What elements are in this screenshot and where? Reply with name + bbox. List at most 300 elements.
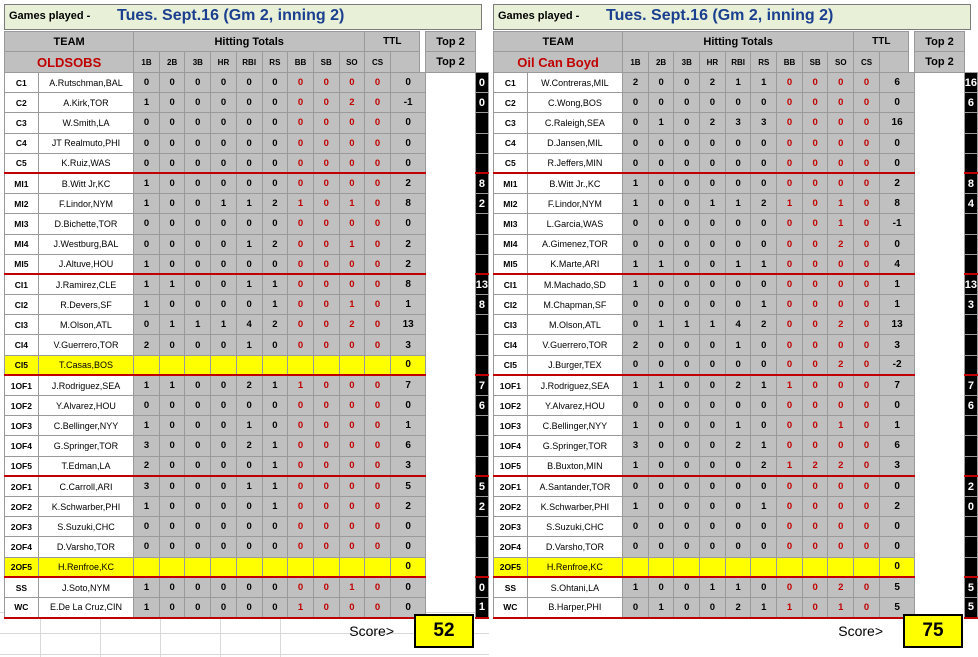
stat-hr [211,557,237,577]
player-row[interactable] [494,153,978,173]
stat-so: 0 [828,375,854,395]
player-name: R.Devers,SF [38,295,133,315]
stat-sb: 2 [802,456,828,476]
player-row[interactable] [494,355,978,375]
player-name: K.Marte,ARI [527,254,622,274]
spacer-cell [915,577,964,597]
title-bar [493,4,971,30]
player-row[interactable] [494,194,978,214]
player-row[interactable] [5,113,489,133]
stat-hr: 1 [211,315,237,335]
stat-bb: 0 [777,416,803,436]
col-header-2b: 2B [648,52,674,73]
top2-value: 2 [475,194,488,214]
player-row[interactable] [5,335,489,355]
player-row[interactable] [5,254,489,274]
stat-rs: 0 [751,517,777,537]
player-row[interactable] [494,557,978,577]
stat-2b [159,557,185,577]
stat-cs: 0 [854,73,880,93]
stat-rbi: 0 [236,496,262,516]
stat-sb: 0 [313,456,339,476]
stat-so: 0 [828,254,854,274]
col-header-1b: 1B [134,52,160,73]
stat-rbi: 2 [725,597,751,617]
player-row[interactable] [5,194,489,214]
stat-1b: 1 [623,577,649,597]
stat-hr: 1 [700,577,726,597]
stat-bb: 0 [288,315,314,335]
stat-bb: 1 [777,456,803,476]
stat-rbi: 2 [236,436,262,456]
stat-cs: 0 [854,133,880,153]
player-row[interactable] [5,93,489,113]
player-name: L.Garcia,WAS [527,214,622,234]
player-name: C.Carroll,ARI [38,476,133,496]
stat-so: 0 [339,496,365,516]
top2-value [964,214,977,234]
stat-3b: 0 [185,396,211,416]
top2-value: 0 [475,93,488,113]
player-row[interactable] [494,456,978,476]
stat-hr: 0 [211,537,237,557]
stat-rs: 0 [751,133,777,153]
stat-1b: 0 [623,93,649,113]
stat-sb: 0 [313,234,339,254]
player-row[interactable] [5,416,489,436]
player-total: 2 [390,173,425,193]
stat-3b: 0 [674,295,700,315]
player-position: CI2 [5,295,39,315]
stat-cs: 0 [365,234,391,254]
player-name: J.Altuve,HOU [38,254,133,274]
player-row[interactable] [494,496,978,516]
col-header-3b: 3B [185,52,211,73]
player-row[interactable] [5,234,489,254]
player-position: 1OF5 [5,456,39,476]
player-total: 0 [390,113,425,133]
stat-rbi: 0 [725,496,751,516]
player-row[interactable] [494,476,978,496]
player-row[interactable] [5,214,489,234]
stat-sb: 0 [313,133,339,153]
stat-bb [288,557,314,577]
player-position: CI4 [494,335,528,355]
stat-cs: 0 [854,396,880,416]
player-row[interactable] [5,355,489,375]
player-row[interactable] [494,315,978,335]
player-row[interactable] [5,436,489,456]
stat-rbi: 0 [236,597,262,617]
stat-3b [185,557,211,577]
player-position: C2 [494,93,528,113]
player-total: 2 [390,234,425,254]
player-row[interactable] [5,517,489,537]
stat-rbi: 0 [725,295,751,315]
stat-hr: 0 [211,517,237,537]
player-name: S.Suzuki,CHC [38,517,133,537]
stat-rbi [236,355,262,375]
player-row[interactable] [494,73,978,93]
stat-rs: 1 [262,295,288,315]
stat-2b: 0 [159,476,185,496]
stat-2b: 0 [648,173,674,193]
spacer-cell [915,254,964,274]
stat-3b: 0 [674,355,700,375]
player-position: WC [5,597,39,617]
player-name: F.Lindor,NYM [38,194,133,214]
col-header-rbi: RBI [236,52,262,73]
stat-3b: 0 [185,476,211,496]
player-name: A.Kirk,TOR [38,93,133,113]
player-position: C3 [494,113,528,133]
stat-cs: 0 [854,295,880,315]
stat-hr: 0 [700,476,726,496]
stat-hr: 0 [211,173,237,193]
stat-1b: 0 [623,153,649,173]
stat-2b: 0 [648,335,674,355]
player-row[interactable] [5,173,489,193]
stat-rs: 1 [262,375,288,395]
stat-2b: 0 [159,234,185,254]
col-header-2b: 2B [159,52,185,73]
player-row[interactable] [494,375,978,395]
player-position: CI1 [494,274,528,294]
player-total: 0 [879,153,914,173]
stat-bb: 0 [777,93,803,113]
top2-value [964,113,977,133]
top2-value: 5 [964,577,977,597]
player-row[interactable] [494,396,978,416]
stat-hr: 0 [211,73,237,93]
player-row[interactable] [5,315,489,335]
stat-so: 0 [828,476,854,496]
stat-1b: 1 [623,274,649,294]
player-name: T.Casas,BOS [38,355,133,375]
player-total: 3 [879,335,914,355]
player-position: MI2 [494,194,528,214]
stat-hr: 0 [700,537,726,557]
stat-hr [211,355,237,375]
stat-rbi: 0 [236,396,262,416]
stat-rs: 0 [751,416,777,436]
stat-hr: 0 [211,133,237,153]
stat-3b [185,355,211,375]
games-played-label: Games played - [9,10,91,22]
player-position: MI3 [5,214,39,234]
stat-sb: 0 [802,496,828,516]
player-row[interactable] [5,274,489,294]
player-total: 6 [879,73,914,93]
player-total: 0 [390,73,425,93]
player-row[interactable] [5,375,489,395]
header-row [5,32,489,52]
top2-value [475,234,488,254]
stat-so: 0 [339,173,365,193]
stat-1b: 0 [623,476,649,496]
player-total: 16 [879,113,914,133]
ttl-subheader [390,52,420,73]
player-name: J.Ramirez,CLE [38,274,133,294]
player-row[interactable] [5,133,489,153]
stat-cs: 0 [365,315,391,335]
stat-rbi: 0 [236,214,262,234]
stat-2b: 1 [648,254,674,274]
stat-so: 0 [828,496,854,516]
stat-2b: 0 [159,577,185,597]
stat-2b: 0 [159,214,185,234]
player-row[interactable] [494,234,978,254]
col-header-ttl: TTL [365,32,420,52]
stat-3b: 0 [674,254,700,274]
player-row[interactable] [5,295,489,315]
player-row[interactable] [5,496,489,516]
spacer-cell [426,517,475,537]
stat-hr: 0 [211,456,237,476]
spacer-cell [426,416,475,436]
stat-2b: 0 [648,496,674,516]
stat-so: 0 [339,133,365,153]
stat-rs: 1 [751,436,777,456]
spacer-cell [426,456,475,476]
stat-hr: 0 [211,335,237,355]
player-row[interactable] [494,517,978,537]
stat-rs: 0 [751,577,777,597]
stat-1b: 1 [134,597,160,617]
stat-hr: 0 [211,396,237,416]
top2-value [964,315,977,335]
stat-2b: 0 [648,456,674,476]
player-total: 0 [390,133,425,153]
player-row[interactable] [5,456,489,476]
stat-rbi [725,557,751,577]
stat-hr: 0 [700,335,726,355]
stat-1b [134,355,160,375]
stat-1b: 1 [623,456,649,476]
stat-bb: 0 [288,93,314,113]
stat-rbi: 1 [236,274,262,294]
spacer-cell [915,315,964,335]
top2-value [964,436,977,456]
player-row[interactable] [5,537,489,557]
player-row[interactable] [494,416,978,436]
stat-cs: 0 [365,133,391,153]
stat-cs: 0 [365,517,391,537]
player-name: Y.Alvarez,HOU [527,396,622,416]
player-row[interactable] [494,133,978,153]
stat-bb: 0 [288,577,314,597]
spacer-cell [915,436,964,456]
stat-cs: 0 [854,153,880,173]
stat-so: 2 [828,315,854,335]
top2-value: 8 [475,295,488,315]
score-label: Score> [349,623,394,639]
player-total: 6 [390,436,425,456]
stat-bb: 0 [288,133,314,153]
stat-2b: 0 [648,153,674,173]
stat-2b: 0 [648,577,674,597]
stat-hr: 0 [700,597,726,617]
player-row[interactable] [494,113,978,133]
player-row[interactable] [494,295,978,315]
stat-hr: 0 [700,133,726,153]
player-position: C2 [5,93,39,113]
stat-sb [313,355,339,375]
player-row[interactable] [5,153,489,173]
player-row[interactable] [5,476,489,496]
stat-so: 1 [339,194,365,214]
stat-bb: 0 [288,517,314,537]
stat-3b: 0 [185,537,211,557]
header-row [494,32,978,52]
stat-rs: 0 [751,173,777,193]
spacer-cell [426,295,475,315]
stat-hr: 0 [700,456,726,476]
stat-hr: 0 [700,375,726,395]
scorecard-panel-right [489,0,978,657]
player-name: K.Ruiz,WAS [38,153,133,173]
player-row[interactable] [5,396,489,416]
player-row[interactable] [494,335,978,355]
stat-bb: 0 [288,153,314,173]
stat-3b: 0 [185,133,211,153]
stat-rbi: 0 [236,456,262,476]
player-row[interactable] [494,436,978,456]
player-row[interactable] [494,577,978,597]
player-row[interactable] [494,214,978,234]
stat-1b: 0 [623,133,649,153]
stat-cs: 0 [365,496,391,516]
stat-3b: 0 [674,173,700,193]
stat-hr: 0 [211,375,237,395]
stat-cs: 0 [365,113,391,133]
stat-hr: 2 [700,73,726,93]
player-position: C1 [494,73,528,93]
stat-rs: 0 [751,153,777,173]
stat-sb: 0 [313,254,339,274]
stat-cs: 0 [854,597,880,617]
stat-so: 2 [828,234,854,254]
stat-3b: 0 [674,93,700,113]
stat-3b: 0 [185,517,211,537]
stat-bb: 0 [288,234,314,254]
player-row[interactable] [5,557,489,577]
spacer-cell [915,355,964,375]
stat-3b: 0 [185,113,211,133]
stat-so: 0 [339,375,365,395]
player-position: MI3 [494,214,528,234]
stat-2b: 0 [648,416,674,436]
stat-rbi: 4 [725,315,751,335]
player-row[interactable] [494,93,978,113]
stat-rbi: 0 [725,214,751,234]
stat-cs: 0 [854,456,880,476]
stat-rbi: 0 [725,173,751,193]
player-row[interactable] [5,73,489,93]
stat-sb: 0 [313,597,339,617]
stat-rs: 3 [751,113,777,133]
stat-2b: 0 [648,274,674,294]
stat-rs [751,557,777,577]
player-name: C.Raleigh,SEA [527,113,622,133]
stat-rs: 0 [751,335,777,355]
player-name: G.Springer,TOR [38,436,133,456]
stat-3b: 0 [674,274,700,294]
stat-1b: 1 [134,496,160,516]
player-position: MI5 [5,254,39,274]
player-total: 4 [879,254,914,274]
stat-hr: 0 [211,597,237,617]
stat-1b: 1 [134,416,160,436]
stat-sb: 0 [313,113,339,133]
stat-rs: 1 [751,597,777,617]
player-row[interactable] [5,577,489,597]
player-position: 2OF5 [5,557,39,577]
stat-3b: 0 [185,153,211,173]
stat-so: 0 [339,597,365,617]
spacer-cell [426,375,475,395]
stat-sb: 0 [313,153,339,173]
player-position: 2OF2 [494,496,528,516]
player-row[interactable] [494,173,978,193]
stat-sb: 0 [313,396,339,416]
player-position: 1OF1 [5,375,39,395]
stat-bb: 0 [288,73,314,93]
stat-rbi: 0 [725,517,751,537]
player-name: B.Buxton,MIN [527,456,622,476]
stat-3b: 0 [185,214,211,234]
stat-cs: 0 [854,173,880,193]
player-name: D.Varsho,TOR [38,537,133,557]
team-header-row [494,52,978,73]
stat-cs: 0 [365,194,391,214]
stat-bb: 0 [777,517,803,537]
stat-hr: 0 [211,416,237,436]
spacer-cell [426,153,475,173]
stat-cs: 0 [365,93,391,113]
player-row[interactable] [494,254,978,274]
player-row[interactable] [494,274,978,294]
stat-cs [365,355,391,375]
player-position: CI2 [494,295,528,315]
stat-2b: 0 [159,396,185,416]
score-area [493,612,971,652]
stat-2b: 0 [648,73,674,93]
stat-2b: 1 [159,375,185,395]
spacer-cell [915,295,964,315]
player-total: 0 [390,517,425,537]
stat-cs: 0 [854,93,880,113]
stat-rs: 2 [751,194,777,214]
stat-3b: 0 [185,597,211,617]
stat-sb: 0 [802,597,828,617]
top2-value: 13 [964,274,977,294]
player-position: 1OF5 [494,456,528,476]
top2-value: 4 [964,194,977,214]
stat-hr: 0 [700,416,726,436]
title-bar [4,4,482,30]
stat-so: 0 [828,517,854,537]
stat-1b: 0 [134,73,160,93]
stat-rbi: 0 [725,274,751,294]
stat-cs: 0 [365,153,391,173]
stat-so: 0 [339,416,365,436]
player-position: C4 [5,133,39,153]
player-total: 2 [390,496,425,516]
player-row[interactable] [494,537,978,557]
col-header-top2: Top 2 [915,32,964,52]
stat-rbi: 1 [725,335,751,355]
